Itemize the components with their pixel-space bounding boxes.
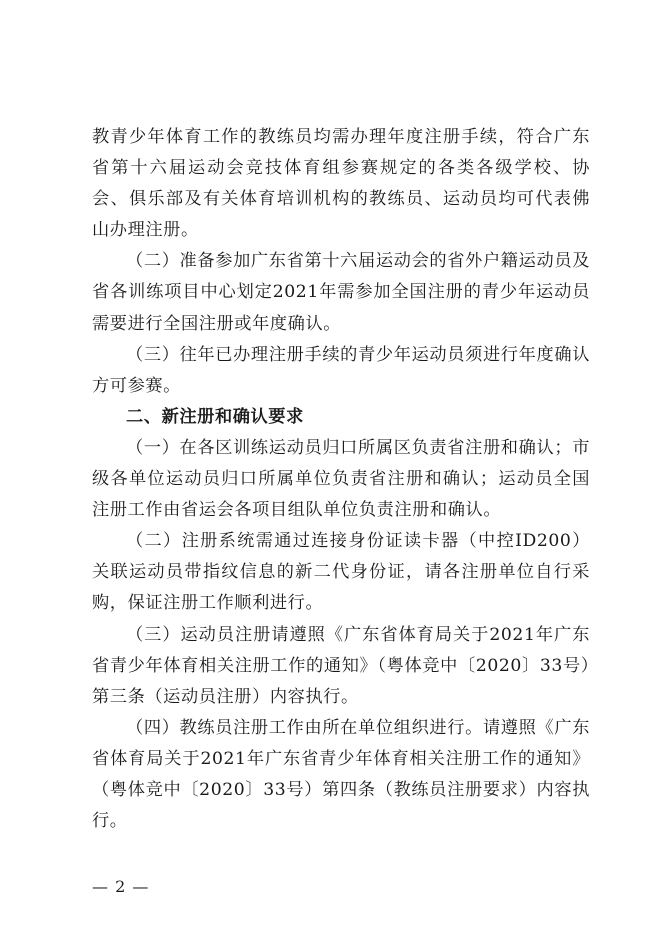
document-body <box>92 122 590 837</box>
paragraph-requirement-3: （三）运动员注册请遵照《广东省体育局关于2021年广东省青少年体育相关注册工作的通知》（粤体竞中〔2020〕33号）第三条（运动员注册）内容执行。 <box>92 624 590 707</box>
paragraph-requirement-4: （四）教练员注册工作由所在单位组织进行。请遵照《广东省体育局关于2021年广东省青少年体育相关注册工作的通知》（粤体竞中〔2020〕33号）第四条（教练员注册要求）内容执行。 <box>92 717 590 832</box>
paragraph-item-3: （三）往年已办理注册手续的青少年运动员须进行年度确认方可参赛。 <box>92 344 590 396</box>
paragraph-requirement-1: （一）在各区训练运动员归口所属区负责省注册和确认；市级各单位运动员归口所属单位负责省注册和确认；运动员全国注册工作由省运会各项目组队单位负责注册和确认。 <box>92 437 590 521</box>
page-number: — 2 — <box>92 877 150 896</box>
paragraph-continuation: 教青少年体育工作的教练员均需办理年度注册手续，符合广东省第十六届运动会竞技体育组参赛规定的各类各级学校、协会、俱乐部及有关体育培训机构的教练员、运动员均可代表佛山办理注册。 <box>92 127 590 241</box>
paragraph-item-2: （二）准备参加广东省第十六届运动会的省外户籍运动员及省各训练项目中心划定2021年需参加全国注册的青少年运动员需要进行全国注册或年度确认。 <box>92 251 590 334</box>
section-heading: 二、新注册和确认要求 <box>126 406 304 427</box>
paragraph-requirement-2: （二）注册系统需通过连接身份证读卡器（中控ID200）关联运动员带指纹信息的新二代身份证，请各注册单位自行采购，保证注册工作顺利进行。 <box>92 531 590 614</box>
